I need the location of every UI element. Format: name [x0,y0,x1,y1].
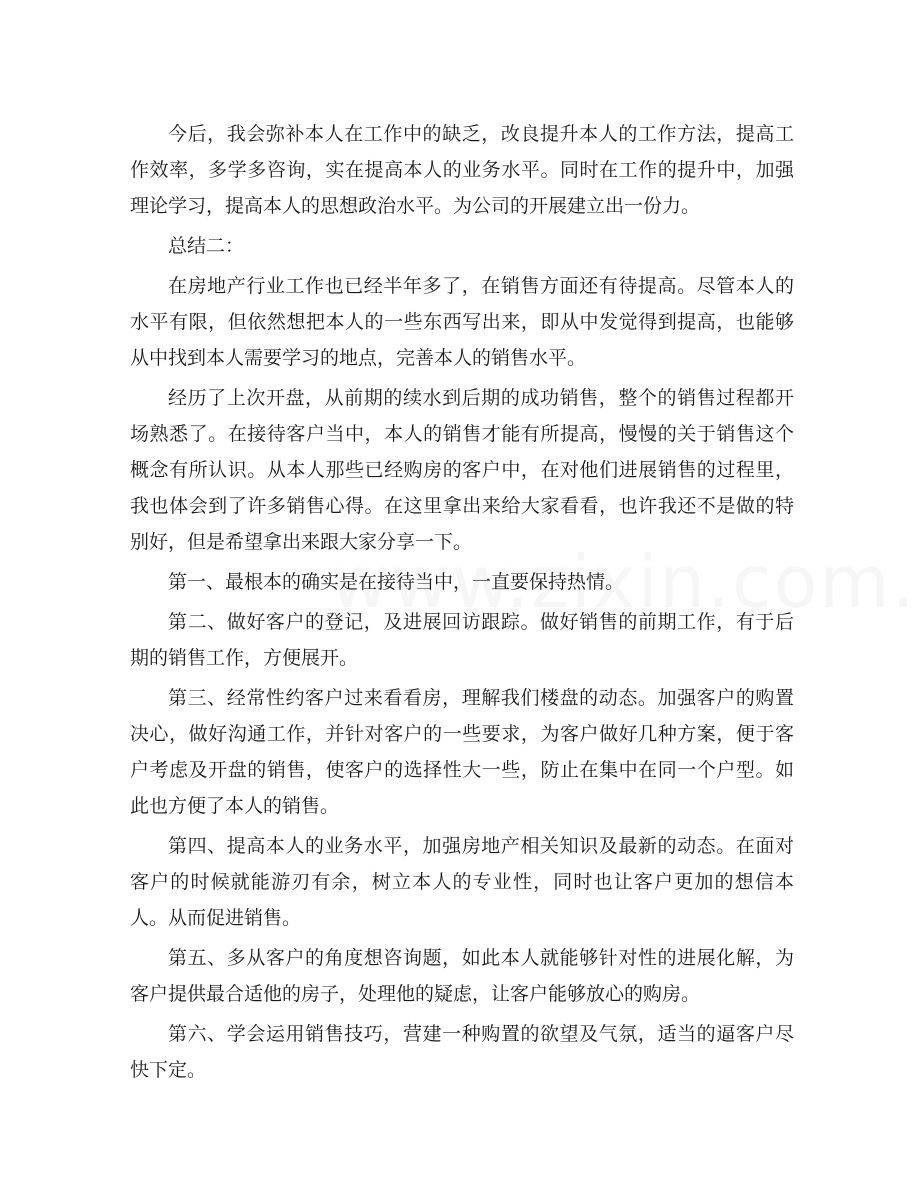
paragraph-3: 经历了上次开盘，从前期的续水到后期的成功销售，整个的销售过程都开场熟悉了。在接待客户当中，本人的销售才能有所提高，慢慢的关于销售这个概念有所认识。从本人那些已经购房的客户中，在对他们进展销售的过程里，我也体会到了许多销售心得。在这里拿出来给大家看看，也许我还不是做的特别好，但是希望拿出来跟大家分享一下。 [130,387,794,553]
list-item-5: 第五、多从客户的角度想咨询题，如此本人就能够针对性的进展化解，为客户提供最合适他的房子，处理他的疑虑，让客户能够放心的购房。 [130,947,794,1005]
list-item-2: 第二、做好客户的登记，及进展回访跟踪。做好销售的前期工作，有于后期的销售工作，方便展开。 [130,611,794,669]
paragraph-1: 今后，我会弥补本人在工作中的缺乏，改良提升本人的工作方法，提高工作效率，多学多咨询，实在提高本人的业务水平。同时在工作的提升中，加强理论学习，提高本人的思想政治水平。为公司的开展建立出一份力。 [130,123,794,217]
list-item-6: 第六、学会运用销售技巧，营建一种购置的欲望及气氛，适当的逼客户尽快下定。 [130,1023,794,1081]
list-item-4: 第四、提高本人的业务水平，加强房地产相关知识及最新的动态。在面对客户的时候就能游刃有余，树立本人的专业性，同时也让客户更加的想信本人。从而促进销售。 [130,835,794,929]
list-item-1: 第一、最根本的确实是在接待当中，一直要保持热情。 [168,571,625,593]
list-item-3: 第三、经常性约客户过来看看房，理解我们楼盘的动态。加强客户的购置决心，做好沟通工作，并针对客户的一些要求，为客户做好几种方案，便于客户考虑及开盘的销售，使客户的选择性大一些，防止在集中在同一个户型。如此也方便了本人的销售。 [130,687,794,817]
section-heading: 总结二： [168,235,245,257]
paragraph-2: 在房地产行业工作也已经半年多了，在销售方面还有待提高。尽管本人的水平有限，但依然想把本人的一些东西写出来，即从中发觉得到提高，也能够从中找到本人需要学习的地点，完善本人的销售水平。 [130,275,794,369]
document-body [130,116,794,1092]
